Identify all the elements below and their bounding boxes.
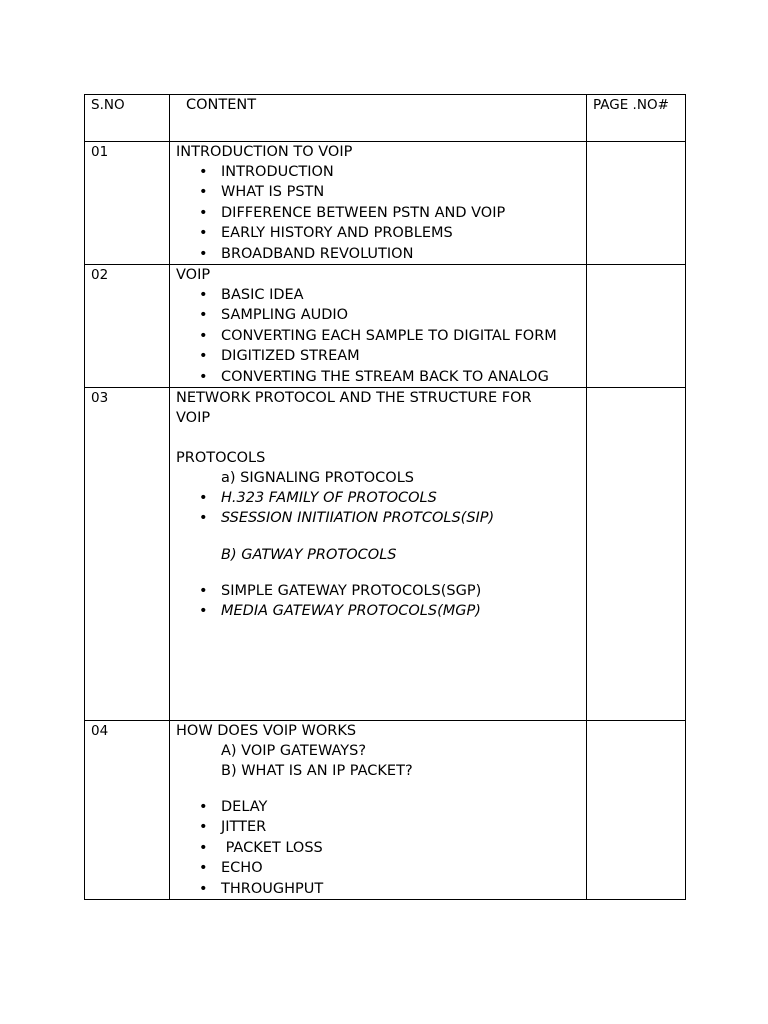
section-title: NETWORK PROTOCOL AND THE STRUCTURE FOR (176, 389, 532, 406)
list-item: • INTRODUCTION (199, 164, 334, 180)
list-item: • DIGITIZED STREAM (199, 348, 360, 365)
table-row (85, 720, 686, 899)
row-sno: 01 (91, 144, 109, 160)
bullet-icon: • (199, 286, 208, 303)
list-item: • BROADBAND REVOLUTION (199, 245, 414, 262)
list-item: • DELAY (199, 798, 268, 815)
list-item: • WHAT IS PSTN (199, 184, 325, 201)
header-row (85, 95, 686, 142)
bullet-icon: • (199, 327, 208, 344)
list-item: • PACKET LOSS (199, 839, 323, 856)
list-item: • MEDIA GATEWAY PROTOCOLS(MGP) (199, 603, 481, 620)
list-item: • EARLY HISTORY AND PROBLEMS (199, 225, 453, 242)
header-sno-label: S.NO (91, 97, 125, 113)
list-item: • SAMPLING AUDIO (199, 307, 349, 324)
lettered-item: B) GATWAY PROTOCOLS (221, 546, 397, 563)
header-content-label: CONTENT (186, 97, 257, 113)
list-item: • BASIC IDEA (199, 286, 304, 303)
row-sno: 04 (91, 722, 109, 739)
row-sno-cell (85, 720, 170, 899)
list-item: • THROUGHPUT (199, 880, 324, 897)
bullet-icon: • (199, 204, 208, 221)
list-item: • ECHO (199, 860, 263, 877)
row-page-no (593, 142, 685, 162)
list-item: • SIMPLE GATEWAY PROTOCOLS(SGP) (199, 582, 482, 599)
row-content-cell (170, 142, 587, 265)
bullet-icon: • (199, 860, 208, 877)
header-page-label: PAGE .NO# (593, 97, 669, 113)
lettered-item: A) VOIP GATEWAYS? (221, 742, 367, 759)
bullet-icon: • (199, 603, 208, 620)
bullet-icon: • (199, 510, 208, 527)
bullet-icon: • (199, 245, 208, 262)
row-content-cell (170, 720, 587, 899)
bullet-icon: • (199, 368, 208, 385)
table-row (85, 264, 686, 387)
bullet-icon: • (199, 582, 208, 599)
subheading: PROTOCOLS (176, 449, 266, 466)
row-page-cell (587, 264, 686, 387)
list-item: • CONVERTING EACH SAMPLE TO DIGITAL FORM (199, 327, 557, 344)
section-title: HOW DOES VOIP WORKS (176, 722, 357, 739)
bullet-icon: • (199, 489, 208, 506)
table-row (85, 387, 686, 720)
list-item: • JITTER (199, 819, 267, 836)
bullet-icon: • (199, 798, 208, 815)
bullet-icon: • (199, 839, 208, 856)
bullet-icon: • (199, 225, 208, 242)
row-content-cell (170, 264, 587, 387)
row-sno-cell (85, 142, 170, 265)
bullet-icon: • (199, 307, 208, 324)
bullet-icon: • (199, 184, 208, 201)
list-item: • DIFFERENCE BETWEEN PSTN AND VOIP (199, 204, 506, 221)
row-sno-cell (85, 387, 170, 720)
table-of-contents (84, 94, 686, 900)
section-title: INTRODUCTION TO VOIP (176, 144, 353, 160)
bullet-icon: • (199, 164, 208, 180)
section-title-continued: VOIP (176, 409, 211, 426)
list-item: • SSESSION INITIIATION PROTCOLS(SIP) (199, 510, 495, 527)
lettered-item: B) WHAT IS AN IP PACKET? (221, 762, 413, 779)
row-sno: 03 (91, 389, 109, 406)
row-page-no (593, 721, 685, 741)
row-page-cell (587, 720, 686, 899)
row-page-no (593, 388, 685, 408)
header-content-cell (170, 95, 587, 142)
list-item: • CONVERTING THE STREAM BACK TO ANALOG (199, 368, 549, 385)
bullet-icon: • (199, 880, 208, 897)
header-sno-cell (85, 95, 170, 142)
bullet-icon: • (199, 819, 208, 836)
lettered-item: a) SIGNALING PROTOCOLS (221, 469, 415, 486)
header-page-cell (587, 95, 686, 142)
section-title: VOIP (176, 266, 211, 283)
row-page-cell (587, 142, 686, 265)
list-item: • H.323 FAMILY OF PROTOCOLS (199, 489, 437, 506)
row-sno-cell (85, 264, 170, 387)
row-page-cell (587, 387, 686, 720)
row-sno: 02 (91, 266, 109, 283)
row-content-cell (170, 387, 587, 720)
table-row (85, 142, 686, 265)
bullet-icon: • (199, 348, 208, 365)
row-page-no (593, 265, 685, 285)
